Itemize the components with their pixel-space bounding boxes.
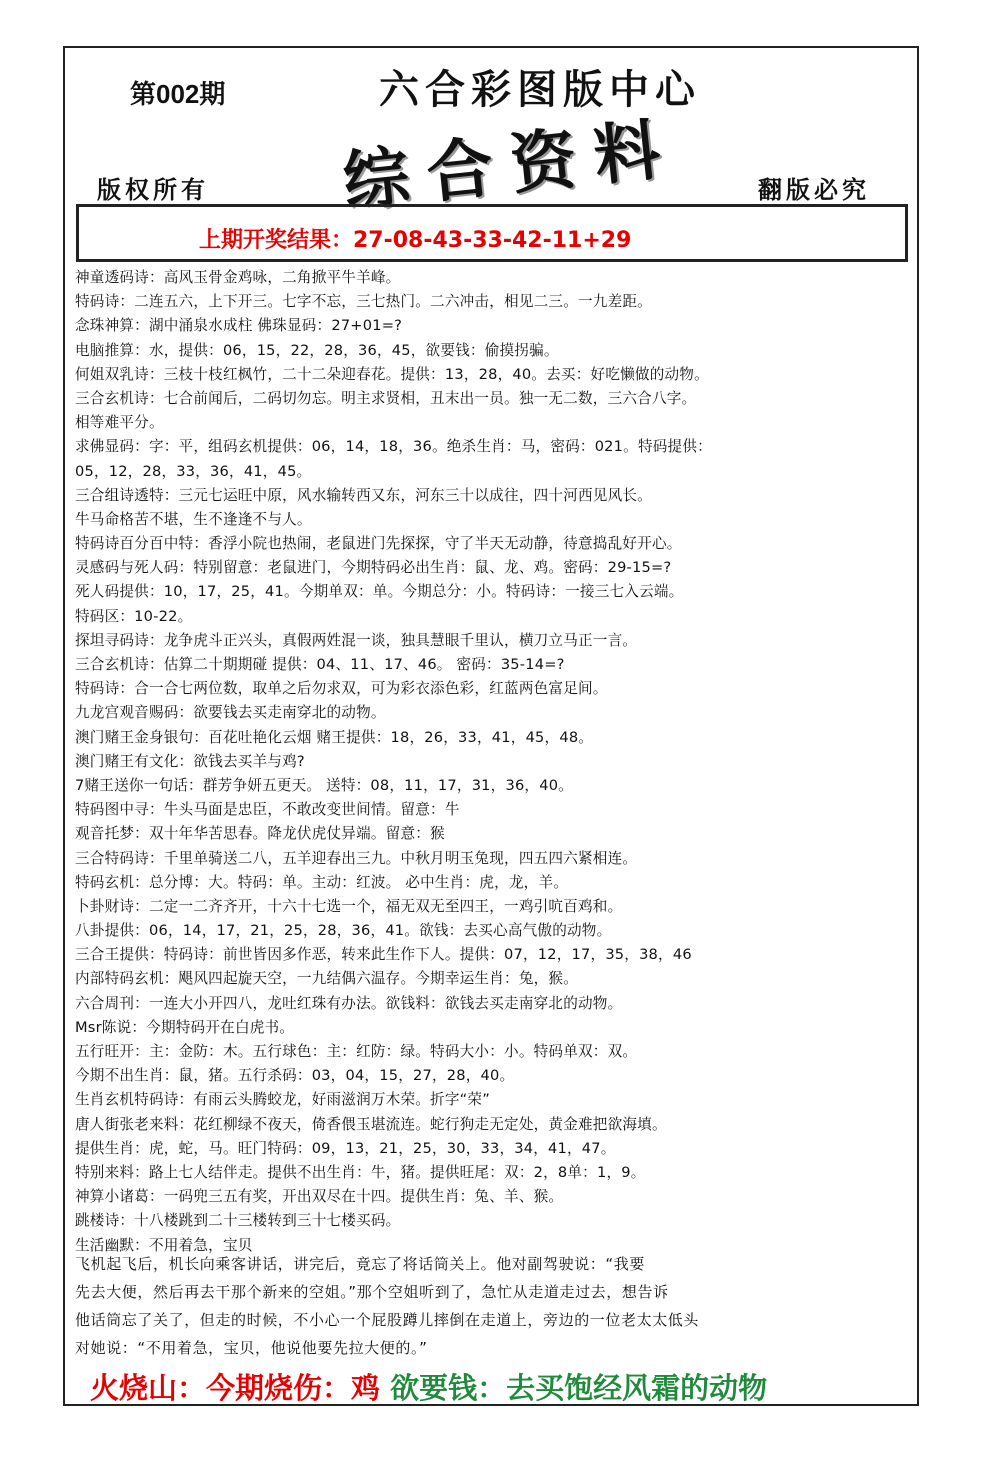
content-line: 三合玄机诗：七合前闻后，二码切勿忘。明主求贤相，丑末出一员。独一无二数，三六合八字。 — [75, 389, 697, 407]
humor-story — [75, 1250, 905, 1362]
story-line: 先去大便，然后再去干那个新来的空姐。”那个空姐听到了，急忙从走道走过去，想告诉 — [75, 1283, 669, 1301]
content-line: 7赌王送你一句话：群芳争妍五更天。 送特：08，11，17，31，36，40。 — [75, 776, 573, 794]
story-line: 对她说：“不用着急，宝贝，他说他要先拉大便的。” — [75, 1339, 428, 1357]
content-line: 探坦寻码诗：龙争虎斗正兴头，真假两姓混一谈，独具慧眼千里认，横刀立马正一言。 — [75, 631, 638, 649]
content-line: 特码诗：合一合七两位数，取单之后勿求双，可为彩衣添色彩，红蓝两色富足间。 — [75, 680, 608, 698]
content-line: 05，12，28，33，36，41，45。 — [75, 462, 312, 480]
content-line: 神算小诸葛：一码兜三五有奖，开出双尽在十四。提供生肖：兔、羊、猴。 — [75, 1188, 564, 1206]
content-line: 卜卦财诗：二定一二齐齐开，十六十七选一个，福无双无至四王，一鸡引吭百鸡和。 — [75, 897, 623, 915]
content-line: 澳门赌王有文化：欲钱去买羊与鸡? — [75, 752, 305, 770]
bottom-banner-part2: 欲要钱：去买饱经风霜的动物 — [390, 1371, 768, 1405]
issue-number: 第002期 — [130, 79, 226, 109]
content-line: 神童透码诗：高风玉骨金鸡咏，二角掀平牛羊峰。 — [75, 269, 401, 286]
last-draw-result: 上期开奖结果：27-08-43-33-42-11+29 — [199, 228, 632, 253]
content-line: 唐人街张老来料：花红柳绿不夜天，倚香偎玉堪流连。蛇行狗走无定处，黄金难把欲海填。 — [75, 1115, 667, 1133]
content-line: 八卦提供：06，14，17，21，25，28，36，41。欲钱：去买心高气傲的动物。 — [75, 922, 612, 940]
main-title: 综合资料 — [339, 108, 682, 222]
content-line: 九龙宫观音赐码：欲要钱去买走南穿北的动物。 — [75, 704, 386, 722]
center-title: 六合彩图版中心 — [379, 66, 701, 113]
content-line: 求佛显码：字：平，组码玄机提供：06，14，18，36。绝杀生肖：马，密码：021。特码提供： — [75, 438, 712, 456]
content-line: 相等难平分。 — [75, 414, 164, 432]
content-line: 特码玄机：总分博：大。特码：单。主动：红波。 必中生肖：虎，龙，羊。 — [75, 873, 569, 891]
content-line: 特码诗百分百中特：香浮小院也热闹，老鼠进门先探探，守了半天无动静，待意捣乱好开心。 — [75, 535, 682, 553]
content-lines — [75, 266, 905, 1258]
content-line: 五行旺开：主：金防：木。五行球色：主：红防：绿。特码大小：小。特码单双：双。 — [75, 1043, 638, 1060]
content-line: 牛马命格苦不堪，生不逢逢不与人。 — [75, 510, 312, 528]
bottom-banner — [90, 1366, 910, 1407]
copyright-label: 版权所有 — [97, 175, 209, 204]
content-line: 生活幽默：不用着急，宝贝 — [75, 1236, 253, 1254]
content-line: 内部特码玄机：飓风四起旋天空，一九结偶六温存。今期幸运生肖：兔，猴。 — [75, 970, 578, 988]
piracy-warning-label: 翻版必究 — [758, 175, 870, 204]
content-line: 今期不出生肖：鼠，猪。五行杀码：03，04，15，27，28，40。 — [75, 1067, 515, 1085]
content-line: 三合王提供：特码诗：前世皆因多作恶，转来此生作下人。提供：07，12，17，35，38，46 — [75, 946, 692, 964]
content-line: 特码区：10-22。 — [75, 607, 193, 625]
content-line: 特别来料：路上七人结伴走。提供不出生肖：牛，猪。提供旺尾：双：2，8单：1，9。 — [75, 1163, 646, 1181]
content-line: 三合特码诗：千里单骑送二八，五羊迎春出三九。中秋月明玉兔现，四五四六紧相连。 — [75, 849, 638, 867]
content-line: 提供生肖：虎，蛇，马。旺门特码：09，13，21，25，30，33，34，41，47。 — [75, 1139, 616, 1157]
story-line: 飞机起飞后，机长向乘客讲话，讲完后，竟忘了将话筒关上。他对副驾驶说：“我要 — [75, 1255, 645, 1273]
content-line: 观音托梦：双十年华苦思春。降龙伏虎仗异端。留意：猴 — [75, 825, 445, 843]
content-line: 跳楼诗：十八楼跳到二十三楼转到三十七楼买码。 — [75, 1212, 401, 1230]
content-line: 死人码提供：10，17，25，41。今期单双：单。今期总分：小。特码诗：一接三七入云端。 — [75, 583, 684, 601]
content-line: 念珠神算：湖中涌泉水成柱 佛珠显码：27+01=? — [75, 317, 403, 335]
content-line: 澳门赌王金身银句：百花吐艳化云烟 赌王提供：18，26，33，41，45，48。 — [75, 728, 594, 746]
content-line: 特码图中寻：牛头马面是忠臣，不敢改变世间情。留意：牛 — [75, 801, 460, 819]
content-line: 灵感码与死人码：特别留意：老鼠进门，今期特码必出生肖：鼠、龙、鸡。密码：29-15=? — [75, 559, 672, 577]
content-line: 电脑推算：水，提供：06，15，22，28，36，45，欲要钱：偷摸拐骗。 — [75, 341, 559, 359]
content-line: 特码诗：二连五六，上下开三。七字不忘，三七热门。二六冲击，相见二三。一九差距。 — [75, 293, 652, 311]
content-line: Msr陈说：今期特码开在白虎书。 — [75, 1018, 295, 1036]
story-line: 他话筒忘了关了，但走的时候，不小心一个屁股蹲儿摔倒在走道上，旁边的一位老太太低头 — [75, 1311, 700, 1329]
content-line: 三合玄机诗：估算二十期期碰 提供：04、11、17、46。 密码：35-14=? — [75, 656, 565, 673]
content-line: 六合周刊：一连大小开四八，龙吐红珠有办法。欲钱料：欲钱去买走南穿北的动物。 — [75, 994, 623, 1012]
content-line: 三合组诗透特：三元七运旺中原，风水输转西又东，河东三十以成往，四十河西见风长。 — [75, 486, 652, 504]
content-line: 生肖玄机特码诗：有雨云头腾蛟龙，好雨滋润万木荣。折字“荣” — [75, 1091, 490, 1109]
bottom-banner-part1: 火烧山：今期烧伤：鸡 — [90, 1371, 381, 1405]
content-line: 何姐双乳诗：三枝十枝红枫竹，二十二朵迎春花。提供：13，28，40。去买：好吃懒做的动物。 — [75, 365, 709, 383]
result-box — [76, 204, 908, 262]
